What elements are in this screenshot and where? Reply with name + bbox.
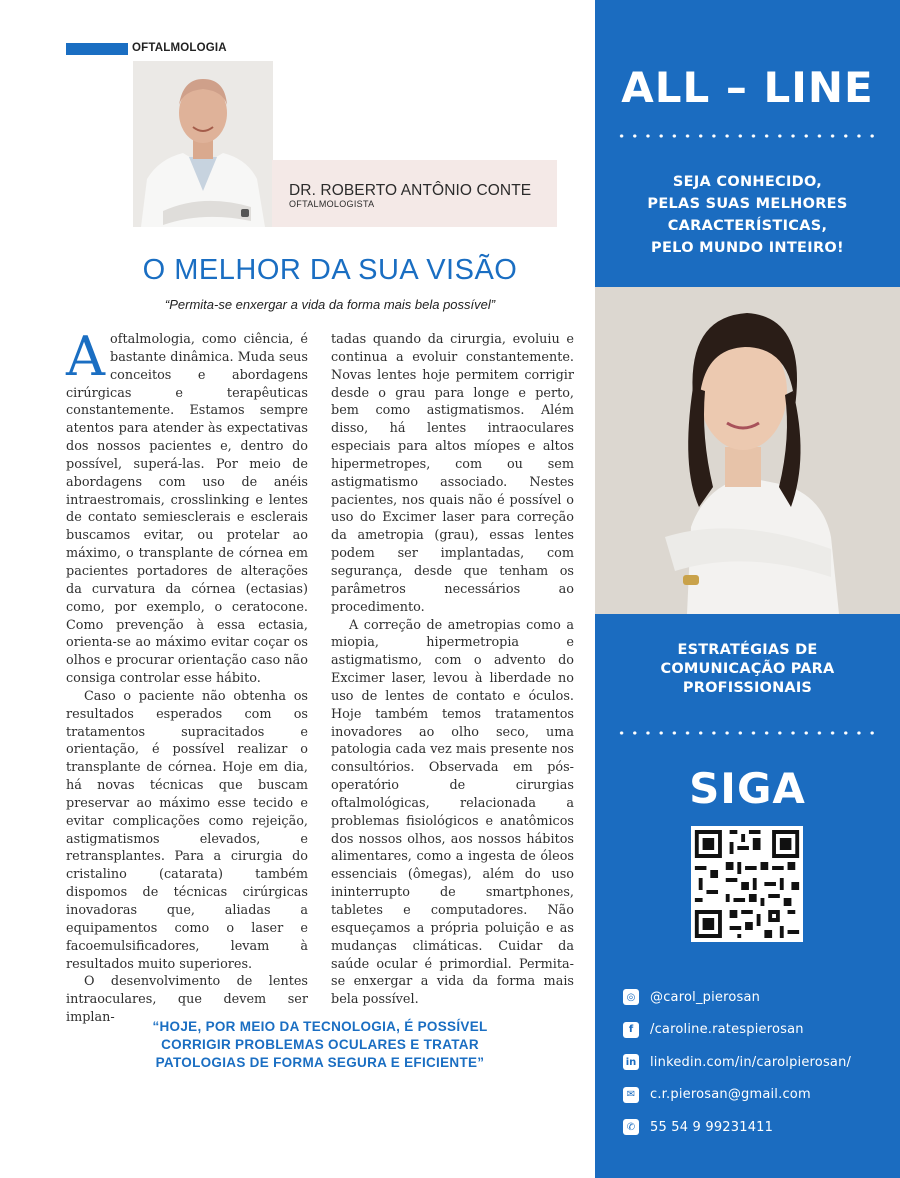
section-tag: OFTALMOLOGIA bbox=[132, 42, 227, 54]
article-column-right bbox=[331, 331, 574, 1009]
linkedin-icon: in bbox=[623, 1054, 639, 1070]
drop-cap: A bbox=[66, 325, 105, 388]
doctor-name: DR. ROBERTO ANTÔNIO CONTE bbox=[289, 182, 532, 199]
brand-title: ALL – LINE bbox=[621, 63, 874, 112]
dotted-divider bbox=[615, 731, 880, 735]
contact-instagram[interactable] bbox=[623, 981, 851, 1013]
pull-quote: “HOJE, POR MEIO DA TECNOLOGIA, É POSSÍVEL CORRIGIR PROBLEMAS OCULARES E TRATAR PATOLOGIAS DE FORMA SEGURA E EFICIENTE” bbox=[152, 1019, 488, 1070]
contact-whatsapp[interactable] bbox=[623, 1111, 851, 1143]
article-subtitle: “Permita-se enxergar a vida da forma mais bela possível” bbox=[164, 297, 496, 312]
consultant-photo bbox=[595, 287, 900, 614]
dotted-divider bbox=[615, 134, 880, 138]
contact-text: /caroline.ratespierosan bbox=[650, 1022, 804, 1038]
doctor-name-box bbox=[272, 160, 557, 227]
email-icon: ✉ bbox=[623, 1087, 639, 1103]
strategy-text: ESTRATÉGIAS DE COMUNICAÇÃO PARA PROFISSIONAIS bbox=[660, 642, 835, 696]
article-paragraph: Caso o paciente não obtenha os resultados esperados com os tratamentos supracitados e orientação, é possível realizar o transplante de córnea. Hoje em dia, há novas técnicas que buscam preservar ao máximo esse tecido e evitar complicações como rejeição, astigmatismos elevados, e retransplantes. Para a cirurgia do cristalino (catarata) também dispomos de técnicas cirúrgicas inovadoras que, aliadas a equipamentos como o laser e facoemulsificadores, levam à resultados muito superiores. bbox=[66, 688, 308, 972]
article-column-left bbox=[66, 325, 308, 1027]
instagram-icon: ◎ bbox=[623, 989, 639, 1005]
advert-sidebar bbox=[595, 0, 900, 1178]
contact-list bbox=[623, 981, 851, 1144]
article-paragraph: A correção de ametropias como a miopia, hipermetropia e astigmatismo, com o advento do Excimer laser, levou à liberdade no uso de lentes de contato e óculos. Hoje também temos tratamentos inovadores ao olho seco, uma patologia cada vez mais presente nos consultórios. Observada em pós-operatório de cirurgias oftalmológicas, relacionada a problemas fisiológicos e anatômicos dos nossos olhos, aos nossos hábitos alimentares, como a ingesta de óleos essenciais (ômegas), além do uso ininterrupto de smartphones, tabletes e computadores. Não esqueçamos a própria poluição e as mudanças climáticas. Cuidar da saúde ocular é primordial. Permita-se enxergar a vida da forma mais bela possível. bbox=[331, 617, 574, 1008]
qr-code[interactable] bbox=[691, 826, 803, 942]
article-paragraph: Aoftalmologia, como ciência, é bastante dinâmica. Muda seus conceitos e abordagens cirúrgicas e terapêuticas constantemente. Estamos sempre atentos para atender às expectativas dos nossos pacientes e, dentro do possível, superá-las. Por meio de abordagens com uso de anéis intraestromais, crosslinking e lentes de contato semiesclerais e esclerais buscamos evitar, ou protelar ao máximo, o transplante de córnea em pacientes portadores de alterações da curvatura da córnea (ectasias) como, por exemplo, o ceratocone. Como prevenção à essa ectasia, orienta-se ao máximo evitar coçar os olhos e procurar orientação caso não consiga controlar esse hábito. bbox=[66, 325, 308, 687]
contact-text: c.r.pierosan@gmail.com bbox=[650, 1087, 811, 1103]
contact-email[interactable] bbox=[623, 1079, 851, 1111]
contact-linkedin[interactable] bbox=[623, 1046, 851, 1078]
article-paragraph: O desenvolvimento de lentes intraoculares, que devem ser implan- bbox=[66, 974, 308, 1026]
contact-facebook[interactable] bbox=[623, 1014, 851, 1046]
brand-slogan: SEJA CONHECIDO, PELAS SUAS MELHORES CARACTERÍSTICAS, PELO MUNDO INTEIRO! bbox=[647, 174, 848, 256]
article-title: O MELHOR DA SUA VISÃO bbox=[142, 254, 518, 286]
facebook-icon: f bbox=[623, 1022, 639, 1038]
section-color-bar bbox=[66, 43, 128, 55]
follow-heading: SIGA bbox=[689, 764, 806, 813]
whatsapp-icon: ✆ bbox=[623, 1119, 639, 1135]
contact-text: 55 54 9 99231411 bbox=[650, 1119, 774, 1135]
contact-text: @carol_pierosan bbox=[650, 989, 761, 1005]
doctor-role: OFTALMOLOGISTA bbox=[289, 199, 375, 209]
doctor-photo bbox=[133, 61, 273, 227]
contact-text: linkedin.com/in/carolpierosan/ bbox=[650, 1054, 852, 1070]
article-paragraph: tadas quando da cirurgia, evoluiu e continua a evoluir constantemente. Novas lentes hoje permitem corrigir desde o grau para longe e perto, bem como astigmatismos. Além disso, há lentes intraoculares especiais para altos míopes e altos hipermetropes, com ou sem astigmatismo associado. Nestes pacientes, nos quais não é possível o uso do Excimer laser para correção da ametropia (grau), essas lentes podem ser implantadas, com segurança, desde que tenham os parâmetros necessários ao procedimento. bbox=[331, 332, 574, 615]
